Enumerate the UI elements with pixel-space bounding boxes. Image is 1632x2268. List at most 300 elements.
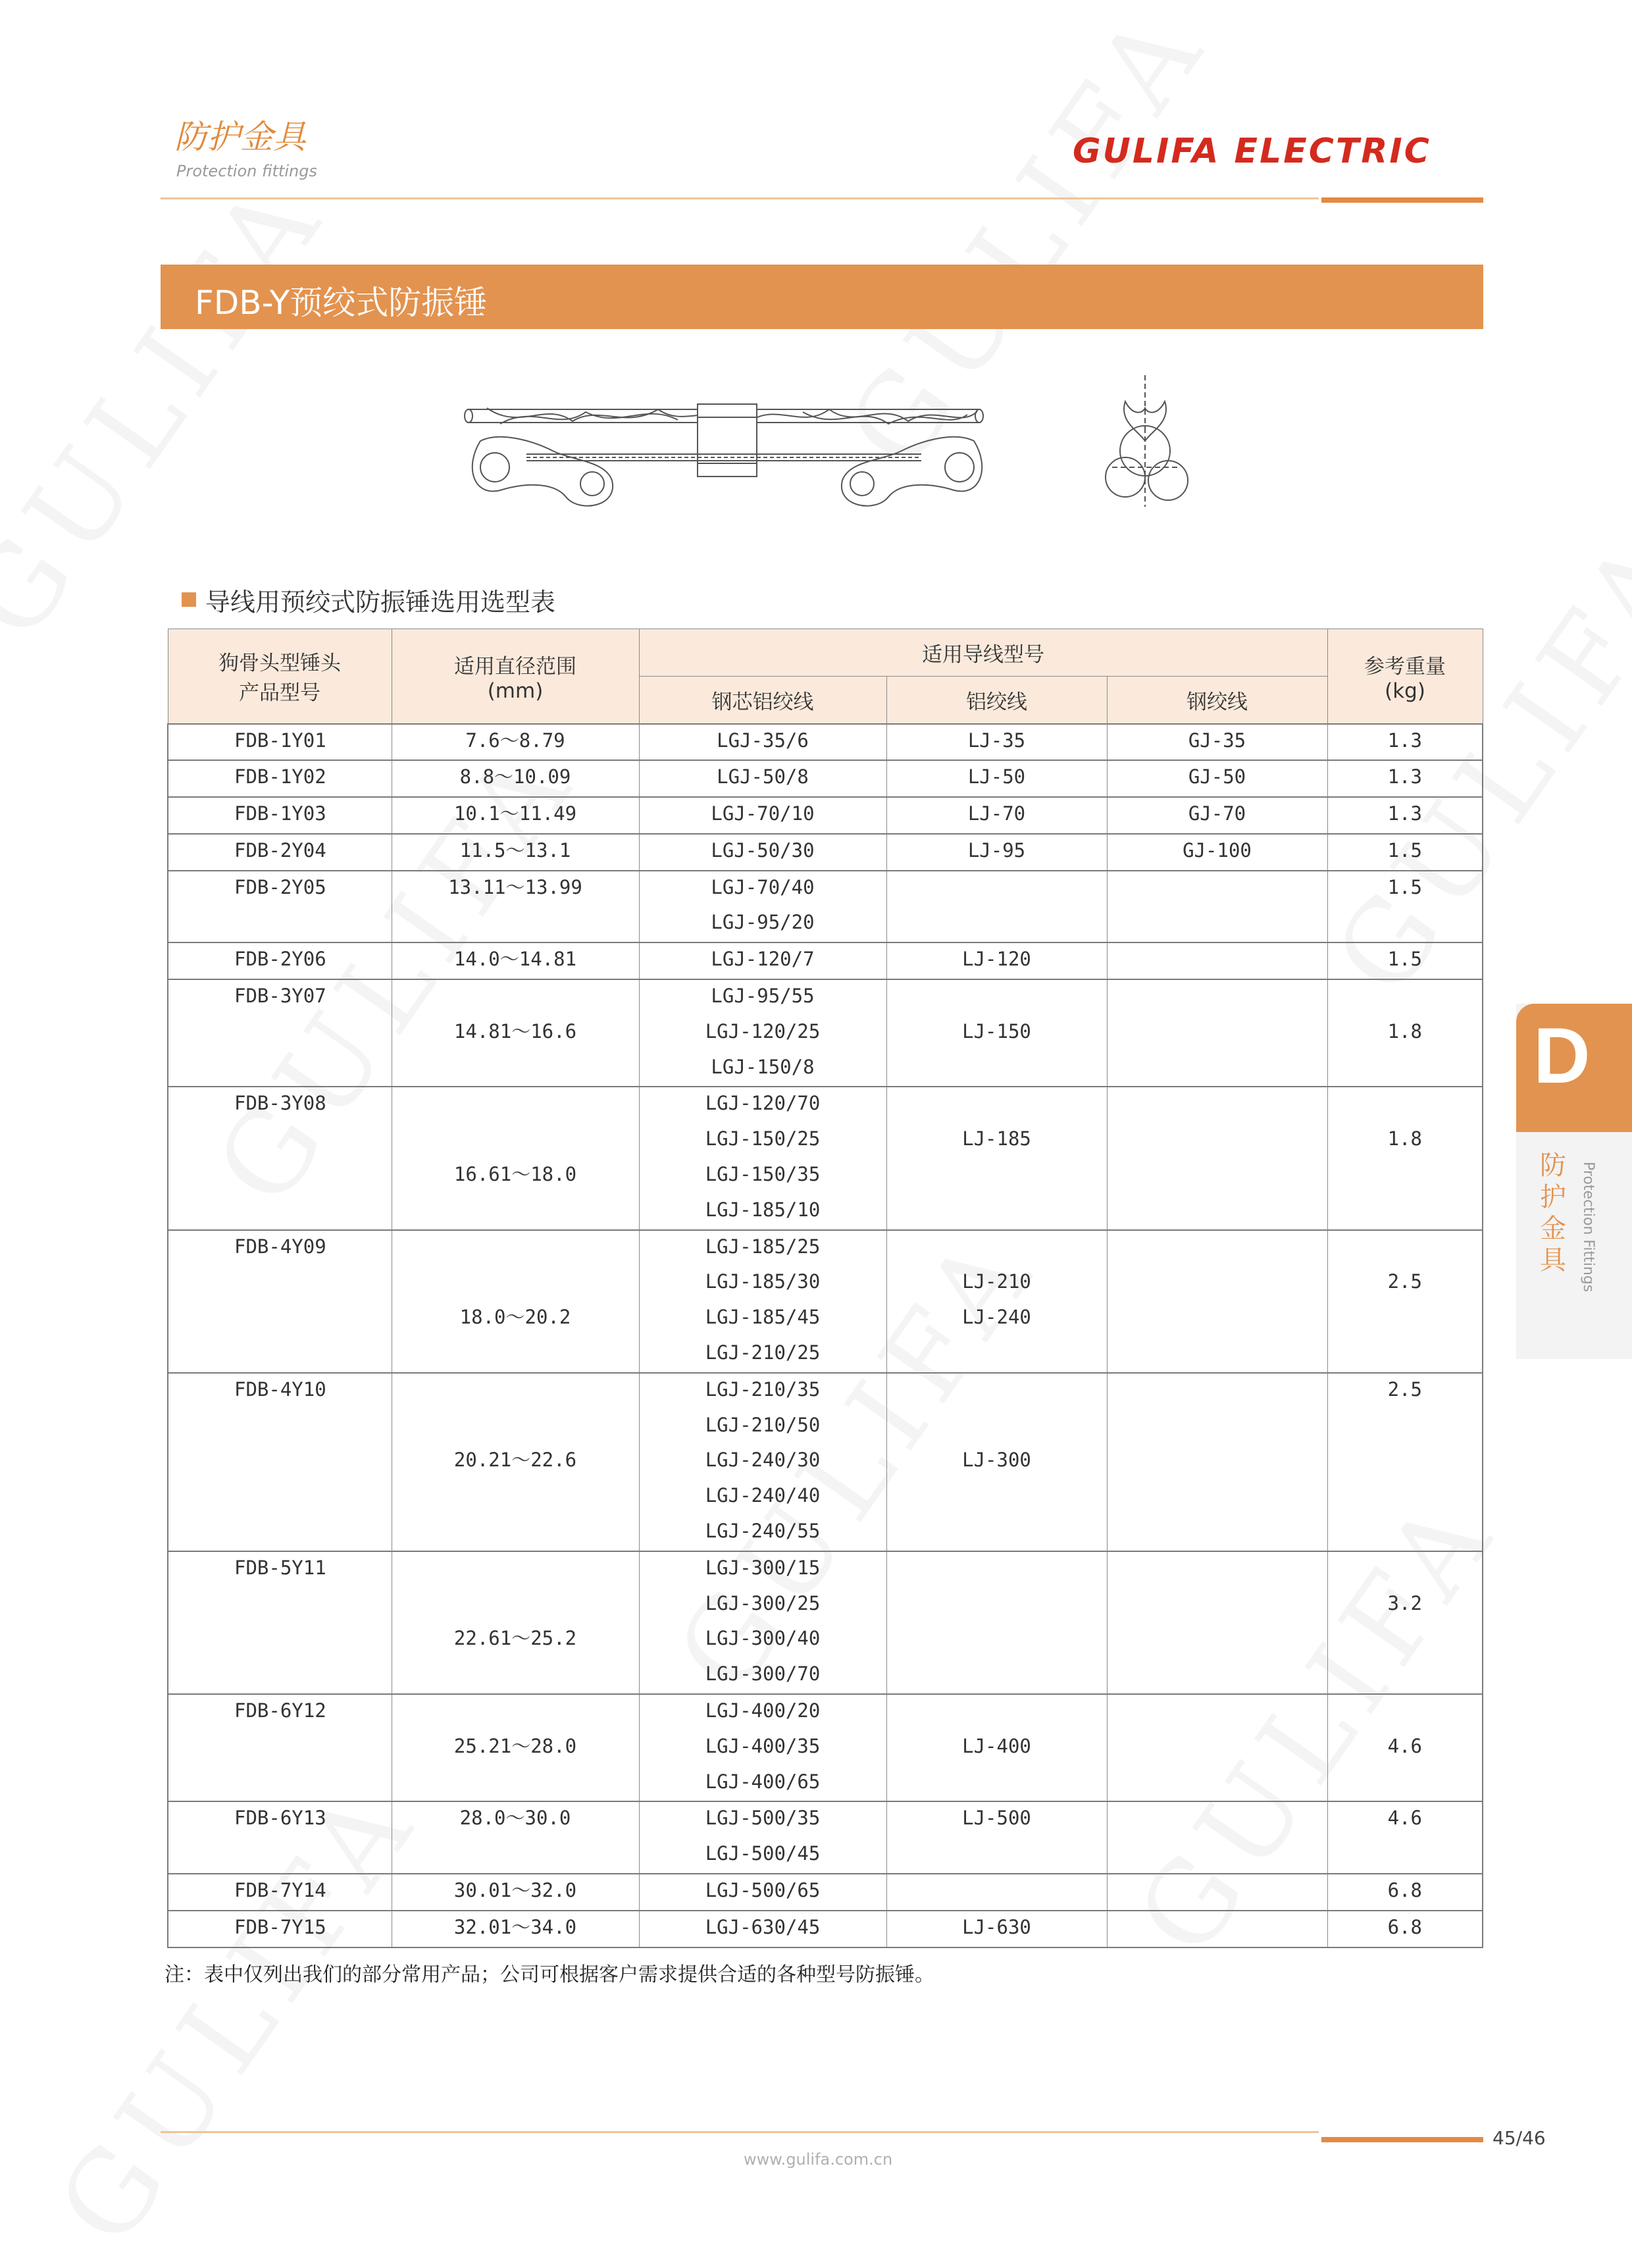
cell-weight [1327, 1801, 1483, 1874]
cell-diameter-line [392, 1231, 639, 1266]
cell-weight-line [1328, 1337, 1483, 1372]
cell-lgj-line: LGJ-150/25 [705, 1127, 821, 1150]
cell-model [168, 797, 392, 834]
cell-model-line [234, 906, 392, 942]
cell-weight-line [1328, 1194, 1483, 1229]
cell-lj [886, 1874, 1107, 1911]
cell-lj-line [887, 1622, 1107, 1658]
cell-diameter-line: 28.0～30.0 [459, 1807, 571, 1830]
cell-gj [1107, 942, 1327, 979]
header-lgj: 钢芯铝绞线 [639, 677, 886, 724]
cell-lj [886, 942, 1107, 979]
cell-weight [1327, 834, 1483, 871]
cell-lgj-line: LGJ-185/30 [705, 1270, 821, 1293]
cell-weight-line [1328, 1409, 1483, 1445]
table-row [168, 760, 1483, 797]
cell-model-line [234, 1766, 392, 1801]
cell-diameter [392, 760, 639, 797]
cell-weight [1327, 760, 1483, 797]
table-row [168, 1087, 1483, 1229]
cell-gj-line [1108, 1231, 1327, 1266]
cell-diameter-line [392, 1123, 639, 1158]
cell-model [168, 834, 392, 871]
table-row [168, 797, 1483, 834]
cell-lgj-line: LGJ-120/70 [705, 1092, 821, 1115]
cell-weight-line: 1.3 [1387, 802, 1422, 825]
cell-model [168, 1230, 392, 1373]
cell-lgj-line: LGJ-500/65 [705, 1879, 821, 1901]
cell-diameter-line [392, 1838, 639, 1873]
product-title-banner [161, 265, 1483, 329]
cell-lgj-line: LGJ-50/8 [717, 765, 809, 788]
cell-lj-line [887, 1480, 1107, 1515]
side-tab [1516, 1004, 1632, 1359]
cell-lgj-line: LGJ-120/7 [711, 948, 815, 971]
cell-lj-line: LJ-630 [962, 1915, 1031, 1938]
cell-model-line [234, 1658, 392, 1693]
cell-lgj-line: LGJ-120/25 [705, 1019, 821, 1043]
cell-weight-line: 1.8 [1387, 1127, 1422, 1150]
cell-gj [1107, 797, 1327, 834]
cell-model-line [234, 1587, 392, 1623]
cell-gj [1107, 979, 1327, 1087]
cell-diameter [392, 797, 639, 834]
cell-gj-line [1108, 1123, 1327, 1158]
cell-weight-line [1328, 1158, 1483, 1194]
cell-lgj-line: LGJ-50/30 [711, 838, 815, 862]
cell-lj-line [887, 1087, 1107, 1123]
cell-weight-line: 1.3 [1387, 729, 1422, 752]
cell-model-line: FDB-7Y15 [234, 1915, 326, 1938]
table-row [168, 724, 1483, 761]
cell-model-line: FDB-1Y03 [234, 802, 326, 825]
cell-diameter-line [392, 906, 639, 942]
cell-diameter [392, 834, 639, 871]
footer-rule [161, 2131, 1319, 2133]
cell-model-line: FDB-1Y01 [234, 729, 326, 752]
cell-weight [1327, 724, 1483, 761]
cell-weight-line [1328, 1231, 1483, 1266]
cell-weight [1327, 1087, 1483, 1229]
cell-model [168, 760, 392, 797]
cell-gj [1107, 724, 1327, 761]
cell-model [168, 1911, 392, 1947]
table-row [168, 1911, 1483, 1947]
cell-weight [1327, 797, 1483, 834]
cell-model-line [234, 1515, 392, 1551]
cell-gj-line [1108, 906, 1327, 942]
cell-diameter-line: 32.01～34.0 [453, 1915, 577, 1938]
cell-model-line [234, 1622, 392, 1658]
side-tab-label-en: Protection Fittings [1580, 1162, 1596, 1293]
cell-lj-line [887, 1587, 1107, 1623]
cell-lgj-line: LGJ-150/35 [705, 1163, 821, 1186]
cell-lj-line [887, 1695, 1107, 1730]
cell-lgj [639, 1230, 886, 1373]
cell-model [168, 942, 392, 979]
cell-weight-line [1328, 906, 1483, 942]
cell-lj-line [887, 1658, 1107, 1693]
cell-weight-line: 1.5 [1387, 875, 1422, 898]
cell-gj [1107, 1230, 1327, 1373]
header-weight [1327, 629, 1483, 724]
cell-lj-line [887, 1231, 1107, 1266]
cell-model-line [234, 1123, 392, 1158]
cell-weight [1327, 942, 1483, 979]
cell-gj-line [1108, 1695, 1327, 1730]
cell-diameter-line: 14.81～16.6 [453, 1019, 577, 1043]
cell-diameter-line [392, 1658, 639, 1693]
cell-weight [1327, 1694, 1483, 1801]
side-tab-label-cn: 防护金具 [1540, 1150, 1566, 1276]
cell-lgj [639, 797, 886, 834]
cell-gj-line [1108, 1587, 1327, 1623]
cell-diameter [392, 1230, 639, 1373]
cell-lj-line [887, 1194, 1107, 1229]
cell-diameter [392, 1801, 639, 1874]
cell-model-line: FDB-3Y08 [234, 1092, 326, 1115]
cell-gj-line [1108, 1622, 1327, 1658]
cell-diameter [392, 724, 639, 761]
cell-lgj [639, 1801, 886, 1874]
cell-model [168, 871, 392, 943]
brand-logo: GULIFA ELECTRIC [1073, 132, 1431, 171]
side-tab-header [1516, 1004, 1632, 1132]
cell-lj [886, 1551, 1107, 1694]
cell-gj-line [1108, 1301, 1327, 1337]
cell-lgj-line: LGJ-240/40 [705, 1484, 821, 1507]
cell-weight-line: 6.8 [1387, 1915, 1422, 1938]
cell-model [168, 1874, 392, 1911]
table-row [168, 834, 1483, 871]
cell-lj-line: LJ-400 [962, 1734, 1031, 1757]
cell-gj [1107, 1551, 1327, 1694]
cell-lgj [639, 1911, 886, 1947]
cell-diameter-line: 13.11～13.99 [448, 875, 582, 898]
cell-diameter [392, 1911, 639, 1947]
cell-diameter-line: 20.21～22.6 [453, 1449, 577, 1472]
cell-diameter-line [392, 1409, 639, 1445]
cell-weight-line: 4.6 [1387, 1807, 1422, 1830]
cell-gj-line [1108, 980, 1327, 1016]
cell-diameter-line [392, 1051, 639, 1087]
cell-weight-line [1328, 1480, 1483, 1515]
cell-lj-line: LJ-185 [962, 1127, 1031, 1150]
table-row [168, 1874, 1483, 1911]
table-body [168, 724, 1483, 1947]
cell-diameter-line: 22.61～25.2 [453, 1627, 577, 1650]
cell-weight-line [1328, 1301, 1483, 1337]
table-note: 注：表中仅列出我们的部分常用产品；公司可根据客户需求提供合适的各种型号防振锤。 [165, 1963, 934, 1986]
cell-lgj [639, 1551, 886, 1694]
header-model [168, 629, 392, 724]
cell-weight-line [1328, 1087, 1483, 1123]
cell-lj [886, 797, 1107, 834]
cell-lgj [639, 1694, 886, 1801]
cell-lj [886, 1087, 1107, 1229]
cell-lj-line [887, 1374, 1107, 1409]
cell-weight-line [1328, 1444, 1483, 1480]
cell-diameter [392, 1874, 639, 1911]
cell-diameter-line [392, 1695, 639, 1730]
table-row [168, 1373, 1483, 1551]
cell-gj [1107, 871, 1327, 943]
cell-lgj [639, 871, 886, 943]
cell-diameter-line [392, 1266, 639, 1301]
cell-model-line: FDB-1Y02 [234, 765, 326, 788]
cell-model-line [234, 1730, 392, 1766]
cell-weight-line: 1.5 [1387, 948, 1422, 971]
cell-gj-line [1108, 1087, 1327, 1123]
header-rule-accent [1321, 197, 1483, 203]
cell-lj-line [887, 871, 1107, 907]
cell-lj [886, 979, 1107, 1087]
cell-diameter-line: 14.0～14.81 [453, 948, 577, 971]
cell-diameter-line: 7.6～8.79 [465, 729, 565, 752]
cell-diameter [392, 1373, 639, 1551]
cell-weight-line [1328, 1552, 1483, 1587]
cell-weight [1327, 1373, 1483, 1551]
cell-diameter-line [392, 1552, 639, 1587]
cell-weight-line: 4.6 [1387, 1734, 1422, 1757]
cell-weight [1327, 1874, 1483, 1911]
cell-gj-line [1108, 1838, 1327, 1873]
cell-lgj-line: LGJ-70/40 [711, 875, 815, 898]
cell-weight [1327, 871, 1483, 943]
cell-gj-line [1108, 1874, 1327, 1910]
cell-lj-line: LJ-120 [962, 948, 1031, 971]
cell-gj-line: GJ-35 [1188, 729, 1246, 752]
cell-lj-line: LJ-150 [962, 1019, 1031, 1043]
cell-gj-line: GJ-50 [1188, 765, 1246, 788]
cell-weight-line [1328, 1658, 1483, 1693]
header-lj: 铝绞线 [886, 677, 1107, 724]
cell-diameter-line [392, 1374, 639, 1409]
cell-gj [1107, 1801, 1327, 1874]
cell-gj-line [1108, 1444, 1327, 1480]
cell-lgj-line: LGJ-300/25 [705, 1591, 821, 1614]
cell-model-line [234, 1337, 392, 1372]
cell-diameter-line: 11.5～13.1 [459, 838, 571, 862]
cell-weight-line: 2.5 [1387, 1378, 1422, 1401]
cell-diameter-line [392, 1087, 639, 1123]
cell-model-line [234, 1266, 392, 1301]
header-conductor-group: 适用导线型号 [639, 629, 1327, 677]
cell-diameter-line: 16.61～18.0 [453, 1163, 577, 1186]
cell-diameter [392, 1551, 639, 1694]
cell-lgj [639, 760, 886, 797]
cell-lj [886, 1230, 1107, 1373]
cell-weight [1327, 1911, 1483, 1947]
header-weight-label: 参考重量(kg) [1364, 654, 1446, 703]
cell-lj-line: LJ-300 [962, 1449, 1031, 1472]
cell-lj-line: LJ-35 [967, 729, 1026, 752]
cell-model [168, 1801, 392, 1874]
side-tab-letter: D [1533, 1012, 1591, 1100]
cell-lj [886, 1911, 1107, 1947]
cell-lgj-line: LGJ-300/70 [705, 1662, 821, 1686]
product-title: FDB-Y预绞式防振锤 [195, 284, 488, 322]
cell-lj-line: LJ-240 [962, 1306, 1031, 1329]
cell-lgj-line: LGJ-300/40 [705, 1627, 821, 1650]
cell-lgj-line: LGJ-210/35 [705, 1378, 821, 1401]
section-title [205, 582, 555, 618]
table-row [168, 1801, 1483, 1874]
cell-weight-line [1328, 1051, 1483, 1087]
cell-gj [1107, 1874, 1327, 1911]
cell-lj-line [887, 906, 1107, 942]
cell-lgj-line: LGJ-400/65 [705, 1770, 821, 1793]
cell-lj-line [887, 980, 1107, 1016]
cell-gj-line [1108, 1480, 1327, 1515]
cell-diameter-line: 30.01～32.0 [453, 1879, 577, 1901]
table-row [168, 871, 1483, 943]
cell-lgj-line: LGJ-185/10 [705, 1198, 821, 1221]
cell-weight-line: 1.8 [1387, 1019, 1422, 1043]
cell-gj-line [1108, 1051, 1327, 1087]
cell-lj-line [887, 1766, 1107, 1801]
cell-model-line [234, 1194, 392, 1229]
cell-model-line: FDB-7Y14 [234, 1879, 326, 1901]
cell-model-line: FDB-4Y09 [234, 1235, 326, 1258]
cell-gj [1107, 834, 1327, 871]
cell-model [168, 1087, 392, 1229]
cell-lgj-line: LGJ-210/50 [705, 1413, 821, 1436]
cell-diameter-line: 8.8～10.09 [459, 765, 571, 788]
cell-lj-line [887, 1337, 1107, 1372]
cell-lgj-line: LGJ-400/20 [705, 1699, 821, 1722]
cell-lj [886, 724, 1107, 761]
cell-gj-line: GJ-70 [1188, 802, 1246, 825]
cell-gj-line [1108, 871, 1327, 907]
cell-model-line [234, 1409, 392, 1445]
cell-model-line: FDB-5Y11 [234, 1556, 326, 1579]
cell-lgj-line: LGJ-95/20 [711, 911, 815, 934]
cell-model [168, 724, 392, 761]
cell-gj-line [1108, 1515, 1327, 1551]
cell-gj [1107, 1373, 1327, 1551]
cell-lgj-line: LGJ-70/10 [711, 802, 815, 825]
cell-lgj-line: LGJ-240/55 [705, 1520, 821, 1543]
cell-model-line [234, 1838, 392, 1873]
cell-gj-line [1108, 1194, 1327, 1229]
cell-lj-line [887, 1515, 1107, 1551]
cell-diameter-line: 18.0～20.2 [459, 1306, 571, 1329]
cell-weight-line: 3.2 [1387, 1591, 1422, 1614]
cell-diameter-line [392, 1766, 639, 1801]
cell-model [168, 979, 392, 1087]
cell-gj-line [1108, 1658, 1327, 1693]
cell-lj-line: LJ-210 [962, 1270, 1031, 1293]
cell-lj-line [887, 1158, 1107, 1194]
cell-gj-line [1108, 1158, 1327, 1194]
cell-gj-line [1108, 1552, 1327, 1587]
cell-model-line: FDB-6Y13 [234, 1807, 326, 1830]
cell-lj [886, 1801, 1107, 1874]
cell-gj [1107, 1087, 1327, 1229]
cell-weight-line [1328, 1515, 1483, 1551]
cell-lj [886, 834, 1107, 871]
cell-diameter-line: 25.21～28.0 [453, 1734, 577, 1757]
cell-diameter-line [392, 980, 639, 1016]
cell-lgj-line: LGJ-630/45 [705, 1915, 821, 1938]
header-category-en: Protection fittings [176, 162, 317, 180]
footer-url: www.gulifa.com.cn [744, 2150, 893, 2169]
cell-weight [1327, 1551, 1483, 1694]
cell-lgj-line: LGJ-300/15 [705, 1556, 821, 1579]
cell-weight-line [1328, 1838, 1483, 1873]
cell-gj-line [1108, 1911, 1327, 1947]
cell-gj [1107, 1911, 1327, 1947]
cell-model-line [234, 1444, 392, 1480]
header-rule [161, 197, 1319, 199]
cell-weight-line: 2.5 [1387, 1270, 1422, 1293]
cell-gj-line: GJ-100 [1183, 838, 1252, 862]
cell-lgj [639, 724, 886, 761]
cell-weight-line [1328, 1622, 1483, 1658]
cell-model [168, 1551, 392, 1694]
cell-model-line: FDB-6Y12 [234, 1699, 326, 1722]
cell-lgj [639, 1373, 886, 1551]
cell-model-line: FDB-4Y10 [234, 1378, 326, 1401]
cell-lgj [639, 979, 886, 1087]
cell-gj-line [1108, 1802, 1327, 1838]
header-model-label: 狗骨头型锤头产品型号 [218, 652, 341, 706]
cell-lgj-line: LGJ-185/25 [705, 1235, 821, 1258]
cell-gj [1107, 1694, 1327, 1801]
cell-lj [886, 871, 1107, 943]
cell-model-line [234, 1051, 392, 1087]
cell-weight-line [1328, 1766, 1483, 1801]
cell-lgj-line: LGJ-210/25 [705, 1341, 821, 1364]
cell-diameter [392, 871, 639, 943]
cell-lj-line [887, 1051, 1107, 1087]
cell-diameter [392, 979, 639, 1087]
cell-lgj-line: LGJ-35/6 [717, 729, 809, 752]
cell-gj-line [1108, 1766, 1327, 1801]
footer-rule-accent [1321, 2137, 1483, 2142]
table-row [168, 1230, 1483, 1373]
cell-weight [1327, 1230, 1483, 1373]
cell-lj-line [887, 1409, 1107, 1445]
cell-lgj-line: LGJ-150/8 [711, 1055, 815, 1078]
header-gj: 钢绞线 [1107, 677, 1327, 724]
cell-gj-line [1108, 1016, 1327, 1051]
cell-lgj-line: LGJ-240/30 [705, 1449, 821, 1472]
cell-lj [886, 760, 1107, 797]
cell-model [168, 1373, 392, 1551]
header-diameter-label: 适用直径范围(mm) [454, 654, 576, 703]
cell-lgj-line: LGJ-500/45 [705, 1842, 821, 1865]
cell-model-line [234, 1158, 392, 1194]
cell-model-line: FDB-2Y06 [234, 948, 326, 971]
cell-lj-line [887, 1552, 1107, 1587]
cell-weight-line: 6.8 [1387, 1879, 1422, 1901]
cell-lgj [639, 1874, 886, 1911]
cell-gj-line [1108, 1266, 1327, 1301]
cell-lj-line: LJ-500 [962, 1807, 1031, 1830]
table-row [168, 979, 1483, 1087]
cell-gj-line [1108, 1409, 1327, 1445]
cell-model-line [234, 1016, 392, 1051]
cell-lgj-line: LGJ-185/45 [705, 1306, 821, 1329]
cell-model-line [234, 1480, 392, 1515]
cell-gj-line [1108, 943, 1327, 979]
section-title-text: 导线用预绞式防振锤选用选型表 [205, 588, 556, 617]
header-diameter [392, 629, 639, 724]
cell-weight-line [1328, 980, 1483, 1016]
cell-model-line: FDB-2Y05 [234, 875, 326, 898]
